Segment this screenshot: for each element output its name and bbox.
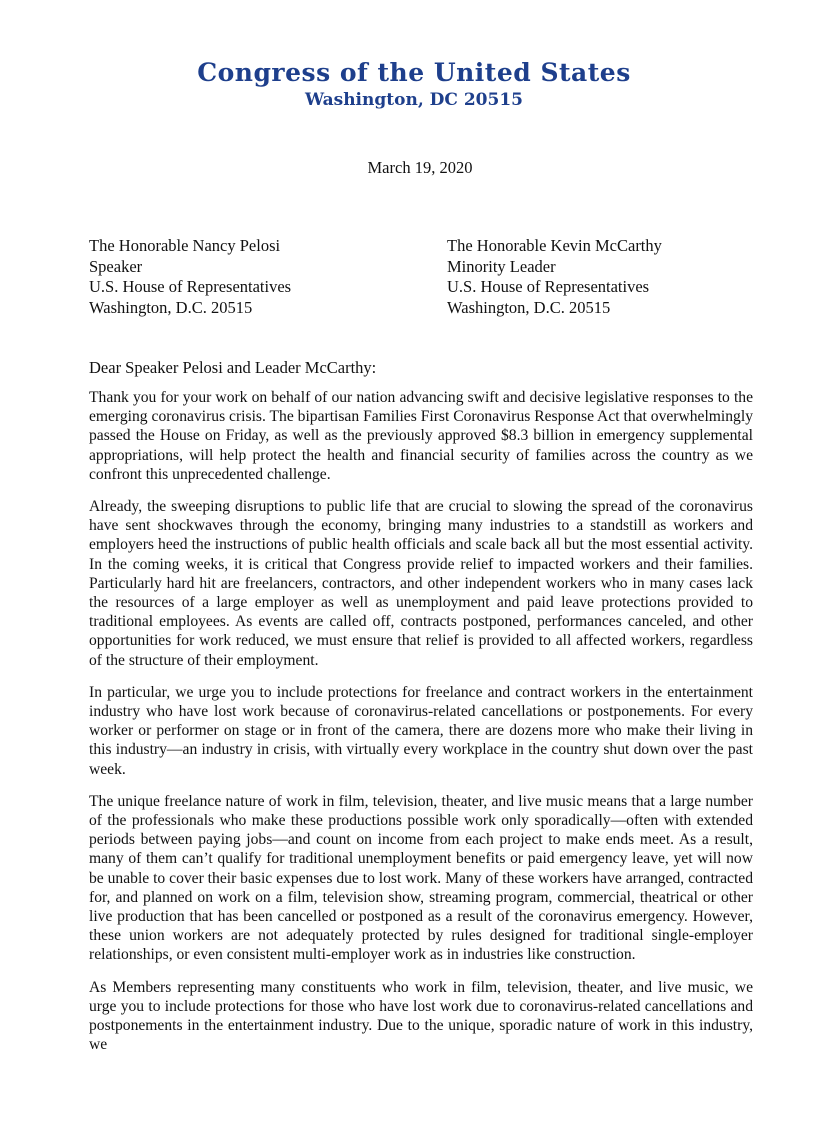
salutation: Dear Speaker Pelosi and Leader McCarthy:	[89, 358, 377, 377]
recipient-title: Minority Leader	[447, 256, 556, 276]
letterhead	[0, 58, 828, 112]
recipient-block-pelosi	[89, 236, 291, 318]
body-paragraph: In particular, we urge you to include protections for freelance and contract workers in the entertainment industry who have lost work because of coronavirus-related cancellations or postponements. For every worker or performer on stage or in front of the camera, there are dozens more who make their living in this industry—an industry in crisis, with virtually every workplace in the country shut down over the past week.	[89, 683, 753, 778]
letterhead-location: Washington, DC 20515	[305, 90, 523, 110]
recipient-address: Washington, D.C. 20515	[447, 297, 611, 317]
recipient-name: The Honorable Kevin McCarthy	[447, 236, 662, 255]
recipient-address: Washington, D.C. 20515	[89, 297, 253, 317]
body-paragraph: Already, the sweeping disruptions to public life that are crucial to slowing the spread of the coronavirus have sent shockwaves through the economy, bringing many industries to a standstill as workers and employers heed the instructions of public health officials and scale back all but the most essential activity. In the coming weeks, it is critical that Congress provide relief to impacted workers and their families. Particularly hard hit are freelancers, contractors, and other independent workers who in many cases lack the resources of a large employer as well as unemployment and paid leave protections provided to traditional employees. As events are called off, contracts postponed, performances canceled, and other opportunities for work reduced, we must ensure that relief is provided to all affected workers, regardless of the structure of their employment.	[89, 498, 753, 669]
recipient-title: Speaker	[89, 256, 143, 276]
recipient-body: U.S. House of Representatives	[447, 277, 650, 296]
recipient-block-mccarthy	[447, 236, 662, 318]
recipient-name: The Honorable Nancy Pelosi	[89, 236, 281, 255]
recipient-body: U.S. House of Representatives	[89, 277, 292, 296]
letter-date: March 19, 2020	[367, 158, 473, 177]
body-paragraph: Thank you for your work on behalf of our nation advancing swift and decisive legislative responses to the emerging coronavirus crisis. The bipartisan Families First Coronavirus Response Act that overwhelmingly passed the House on Friday, as well as the previously approved $8.3 billion in emergency supplemental appropriations, will help protect the health and financial security of families across the country as we confront this unprecedented challenge.	[89, 389, 753, 483]
body-paragraph: As Members representing many constituents who work in film, television, theater, and live music, we urge you to include protections for those who have lost work due to coronavirus-related cancellations and postponements in the entertainment industry. Due to the unique, sporadic nature of work in this industry, we	[89, 978, 753, 1054]
letter-body	[89, 388, 753, 1068]
letterhead-title: Congress of the United States	[197, 58, 631, 87]
body-paragraph: The unique freelance nature of work in film, television, theater, and live music means that a large number of the professionals who make these productions possible work only sporadically—often with extended periods between paying jobs—and count on income from each project to make ends meet. As a result, many of them can’t qualify for traditional unemployment benefits or paid emergency leave, yet will now be unable to cover their basic expenses due to lost work. Many of these workers have arranged, contracted for, and planned on work on a film, television show, streaming program, commercial, theatrical or other live production that has been cancelled or postponed as a result of the coronavirus emergency. However, these union workers are not adequately protected by rules designed for traditional single-employer relationships, or even consistent multi-employer work as in industries like construction.	[89, 792, 753, 964]
